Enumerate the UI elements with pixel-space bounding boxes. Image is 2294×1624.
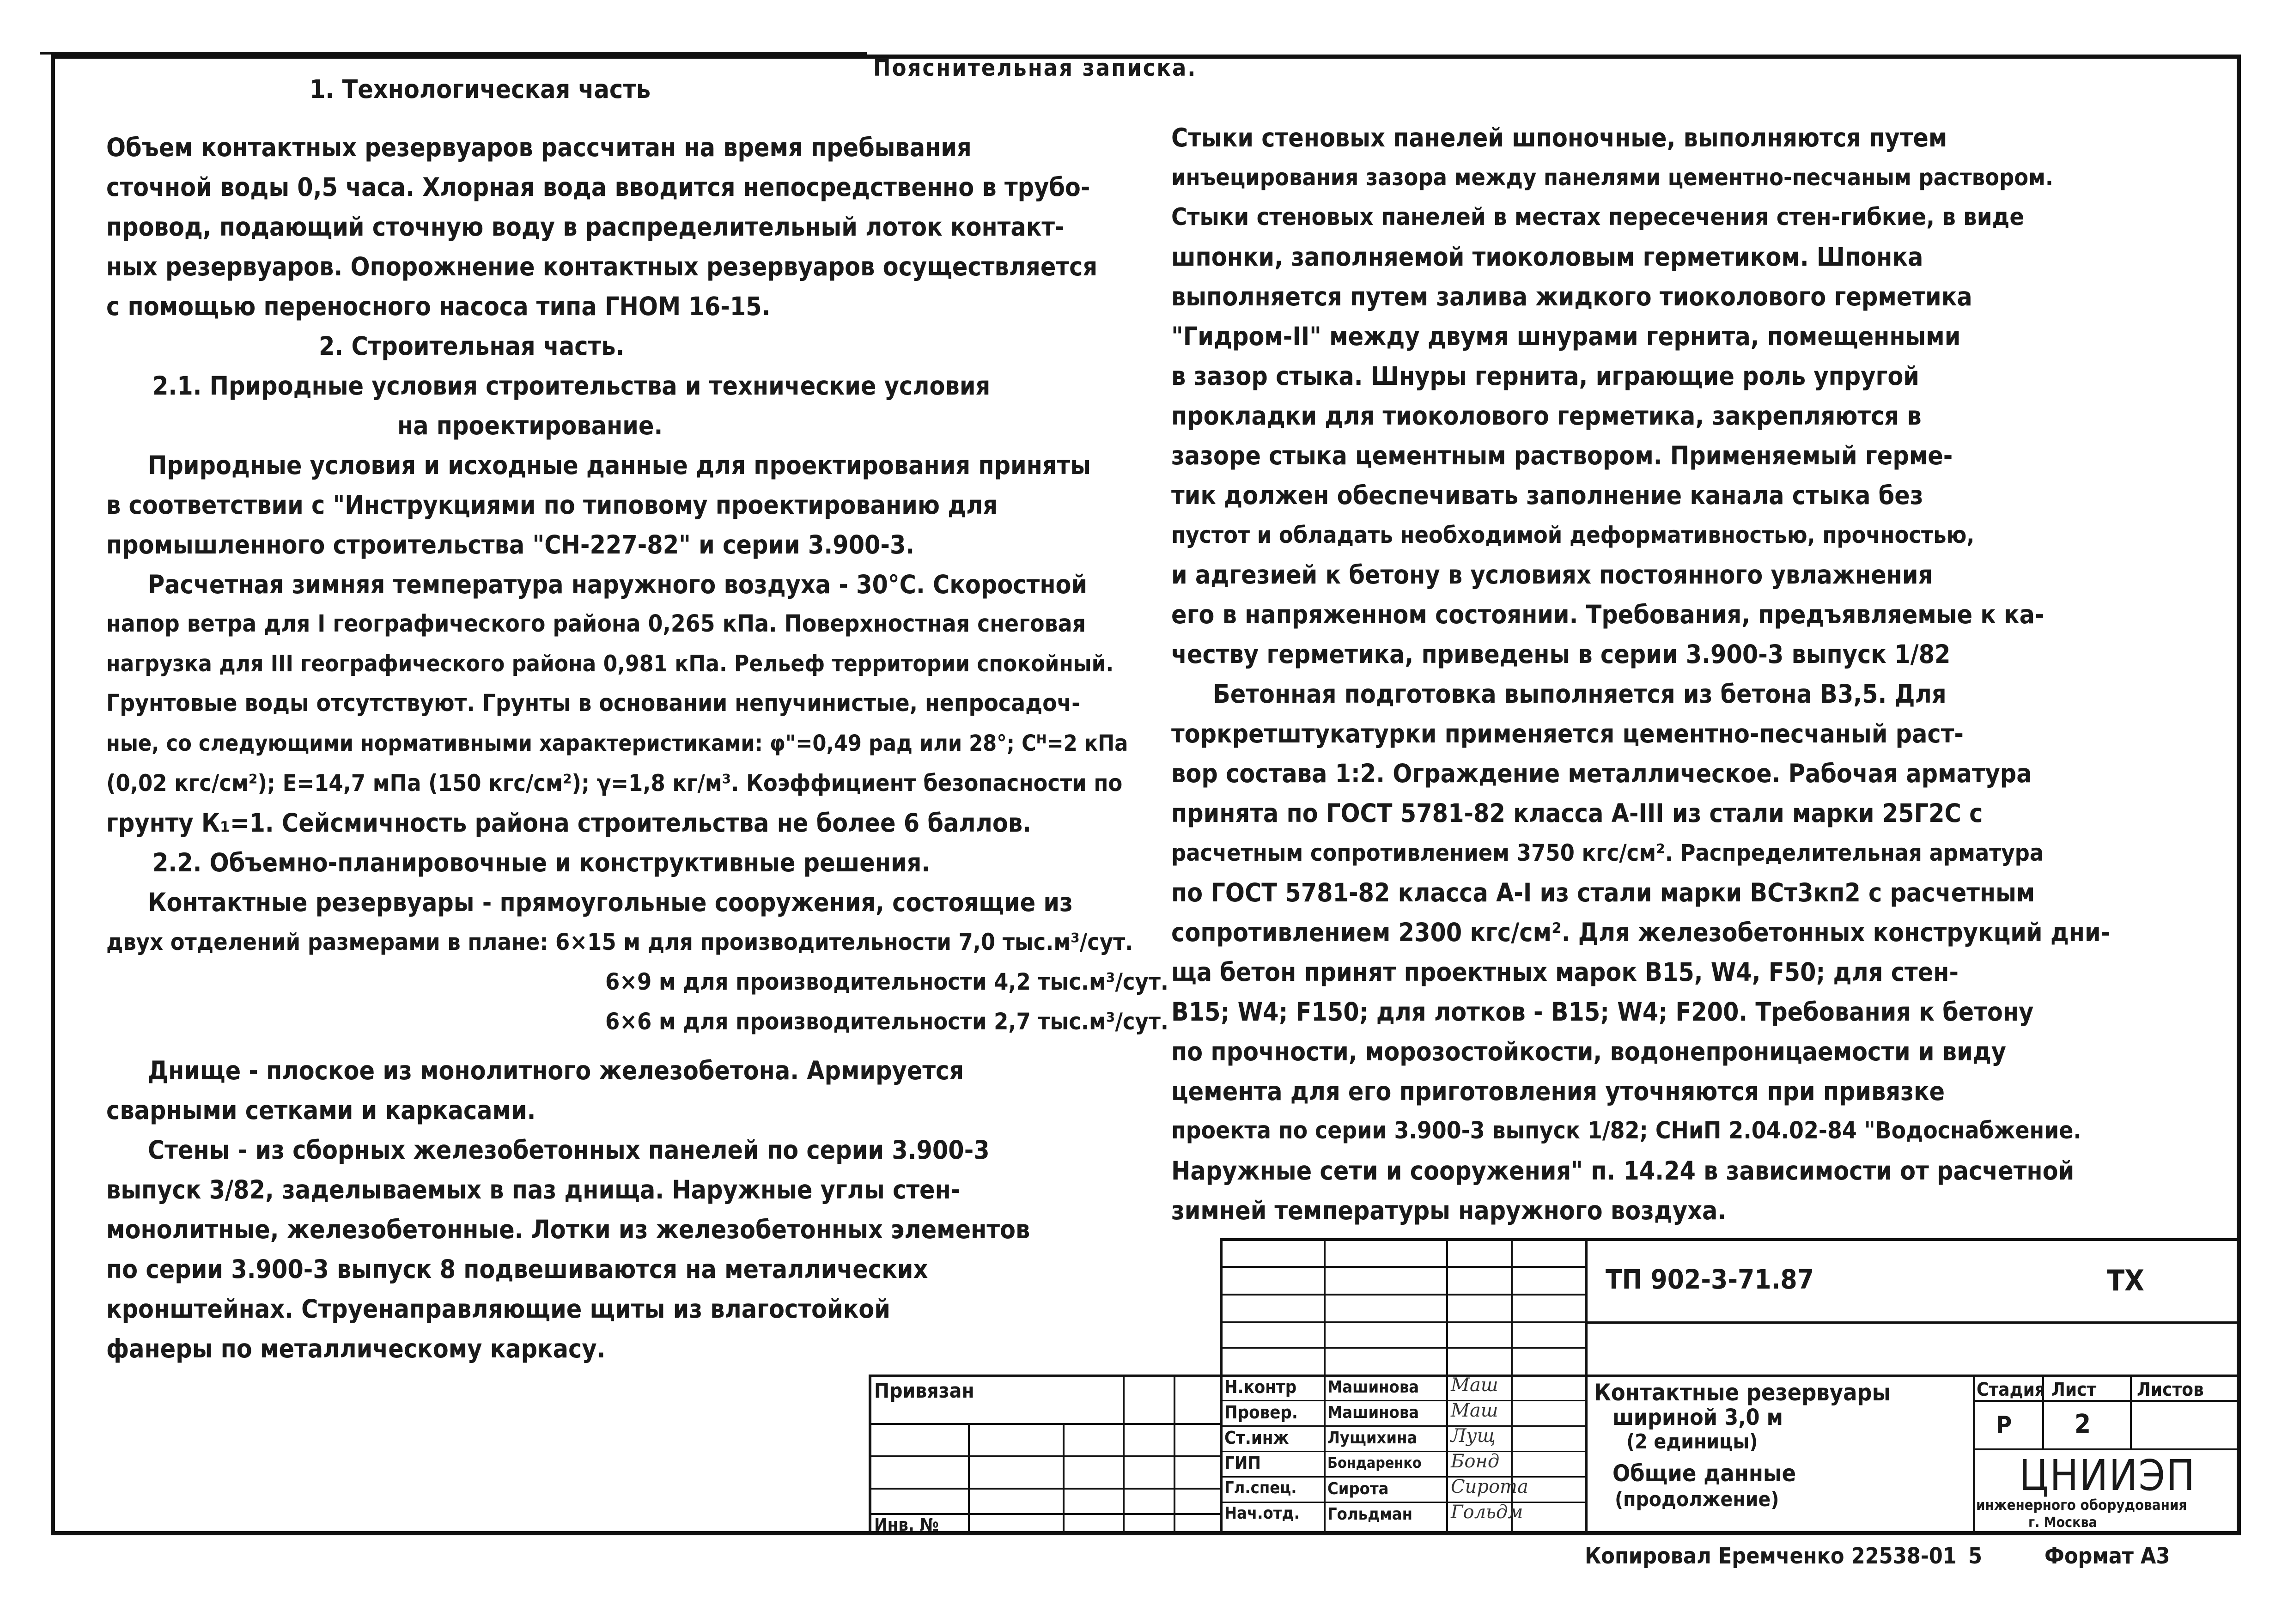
paragraph-line: Расчетная зимняя температура наружного воздуха - 30°С. Скоростной — [148, 570, 1088, 599]
project-code: ТП 902-3-71.87 — [1606, 1264, 1814, 1295]
copied-by: Копировал Еремченко 22538-01 — [1585, 1543, 1957, 1569]
subsection-heading-natural-conditions: 2.1. Природные условия строительства и технические условия — [152, 371, 991, 401]
paragraph-line: провод, подающий сточную воду в распределительный лоток контакт- — [106, 212, 1065, 242]
organization-name: ЦНИИЭП — [2019, 1451, 2196, 1500]
person-name: Лущихина — [1327, 1429, 1418, 1448]
paragraph-line: Днище - плоское из монолитного железобетона. Армируется — [148, 1056, 964, 1085]
paragraph-line: выполняется путем залива жидкого тиоколового герметика — [1171, 282, 1972, 311]
paragraph-line: и адгезией к бетону в условиях постоянного увлажнения — [1171, 560, 1933, 590]
signature: Маш — [1451, 1375, 1498, 1396]
stamp-line — [1585, 1238, 1588, 1534]
role-label: Гл.спец. — [1224, 1478, 1297, 1497]
paragraph-line: нагрузка для III географического района 0,981 кПа. Рельеф территории спокойный. — [106, 651, 1114, 677]
signature: Гольдм — [1451, 1502, 1523, 1523]
organization-subtitle: инженерного оборудования — [1976, 1497, 2187, 1514]
stamp-line — [1220, 1238, 2241, 1241]
stamp-line — [968, 1423, 970, 1534]
stage-value: Р — [1996, 1411, 2012, 1439]
organization-city: г. Москва — [2028, 1515, 2097, 1531]
paragraph-line: "Гидром-II" между двумя шнурами гернита, помещенными — [1171, 322, 1961, 351]
subsection-heading-continued: на проектирование. — [397, 411, 663, 440]
paragraph-line: напор ветра для I географического района 0,265 кПа. Поверхностная снеговая — [106, 610, 1086, 638]
paragraph-line: прокладки для тиоколового герметика, закрепляются в — [1171, 401, 1922, 431]
stamp-line — [1123, 1375, 1125, 1534]
section-code: ТХ — [2107, 1264, 2145, 1297]
paragraph-line: фанеры по металлическому каркасу. — [106, 1334, 606, 1363]
paragraph-line: ща бетон принят проектных марок В15, W4, F50; для стен- — [1171, 957, 1959, 987]
stamp-line — [1973, 1448, 2241, 1450]
sheet-title: Общие данные — [1612, 1460, 1796, 1487]
right-text-column — [1171, 118, 2110, 1230]
stamp-line — [869, 1375, 871, 1534]
stamp-line — [869, 1455, 1220, 1457]
paragraph-line: в соответствии с "Инструкциями по типовому проектированию для — [106, 490, 998, 520]
paragraph-line: Стыки стеновых панелей шпоночные, выполняются путем — [1171, 123, 1947, 152]
paragraph-line: зимней температуры наружного воздуха. — [1171, 1196, 1727, 1225]
paragraph-line: ные, со следующими нормативными характеристиками: φ"=0,49 рад или 28°; Сᴴ=2 кПа — [106, 730, 1128, 756]
section-heading-technology: 1. Технологическая часть — [310, 74, 651, 104]
paragraph-line: Бетонная подготовка выполняется из бетона В3,5. Для — [1213, 679, 1947, 709]
role-label: Нач.отд. — [1224, 1504, 1300, 1523]
stamp-line — [2130, 1375, 2132, 1448]
paragraph-line: сточной воды 0,5 часа. Хлорная вода вводится непосредственно в трубо- — [106, 172, 1090, 202]
paragraph-line: расчетным сопротивлением 3750 кгс/см². Распределительная арматура — [1171, 839, 2044, 866]
role-label: ГИП — [1224, 1453, 1261, 1473]
paragraph-line: зазоре стыка цементным раствором. Применяемый герме- — [1171, 441, 1953, 470]
paragraph-line: тик должен обеспечивать заполнение канала стыка без — [1171, 481, 1923, 510]
stamp-line — [1585, 1321, 2241, 1324]
paragraph-line: (0,02 кгс/см²); Е=14,7 мПа (150 кгс/см²); γ=1,8 кг/м³. Коэффициент безопасности по — [106, 770, 1123, 797]
stamp-line — [1220, 1476, 1585, 1478]
paragraph-line: цемента для его приготовления уточняются при привязке — [1171, 1077, 1945, 1106]
paragraph-line: двух отделений размерами в плане: 6×15 м для производительности 7,0 тыс.м³/сут. — [106, 929, 1133, 955]
paragraph-line: В15; W4; F150; для лотков - В15; W4; F200. Требования к бетону — [1171, 997, 2034, 1027]
paper-format: Формат А3 — [2045, 1543, 2170, 1569]
stamp-line — [1220, 1266, 1585, 1268]
person-name: Машинова — [1327, 1403, 1419, 1422]
stamp-line — [1063, 1423, 1065, 1534]
stamp-line — [1220, 1347, 1585, 1349]
stamp-line — [1220, 1294, 1585, 1296]
stamp-line — [1174, 1375, 1175, 1534]
paragraph-line: торкретштукатурки применяется цементно-песчаный раст- — [1171, 719, 1964, 748]
paragraph-line: пустот и обладать необходимой деформативностью, прочностью, — [1171, 522, 1975, 548]
role-label: Ст.инж — [1224, 1428, 1289, 1448]
paragraph-line: его в напряженном состоянии. Требования, предъявляемые к ка- — [1171, 600, 2045, 629]
paragraph-line: проекта по серии 3.900-3 выпуск 1/82; СНиП 2.04.02-84 "Водоснабжение. — [1171, 1117, 2081, 1144]
paragraph-line: Стыки стеновых панелей в местах пересечения стен-гибкие, в виде — [1171, 203, 2025, 231]
paragraph-line: сопротивлением 2300 кгс/см². Для железобетонных конструкций дни- — [1171, 918, 2111, 947]
paragraph-line: Объем контактных резервуаров рассчитан на время пребывания — [106, 133, 972, 162]
stamp-line — [869, 1375, 2241, 1377]
paragraph-line: шпонки, заполняемой тиоколовым герметиком. Шпонка — [1171, 242, 1923, 272]
paragraph-line: Контактные резервуары - прямоугольные сооружения, состоящие из — [148, 888, 1073, 917]
paragraph-line: 6×9 м для производительности 4,2 тыс.м³/сут. — [605, 968, 1169, 995]
signature: Лущ — [1451, 1425, 1496, 1447]
object-title: Контактные резервуары — [1594, 1379, 1891, 1406]
document-title: Пояснительная записка. — [873, 55, 1197, 81]
paragraph-line: сварными сетками и каркасами. — [106, 1095, 536, 1125]
paragraph-line: грунту К₁=1. Сейсмичность района строительства не более 6 баллов. — [106, 808, 1031, 838]
stamp-line — [1324, 1238, 1326, 1534]
stamp-line — [1446, 1238, 1448, 1534]
sheet-value: 2 — [2075, 1409, 2091, 1439]
paragraph-line: 6×6 м для производительности 2,7 тыс.м³/сут. — [605, 1008, 1169, 1035]
signature: Сирота — [1451, 1476, 1528, 1497]
paragraph-line: монолитные, железобетонные. Лотки из железобетонных элементов — [106, 1215, 1030, 1244]
paragraph-line: кронштейнах. Струенаправляющие щиты из влагостойкой — [106, 1294, 890, 1324]
privyazan-label: Привязан — [874, 1379, 974, 1403]
paragraph-line: с помощью переносного насоса типа ГНОМ 16-15. — [106, 292, 771, 321]
sheets-header: Листов — [2137, 1379, 2204, 1400]
paragraph-line: по серии 3.900-3 выпуск 8 подвешиваются на металлических — [106, 1254, 928, 1284]
stamp-line — [1220, 1425, 1585, 1427]
stamp-line — [1220, 1400, 1585, 1401]
paragraph-line: Природные условия и исходные данные для проектирования приняты — [148, 450, 1091, 480]
paragraph-line: Грунтовые воды отсутствуют. Грунты в основании непучинистые, непросадоч- — [106, 690, 1081, 717]
person-name: Бондаренко — [1327, 1454, 1422, 1472]
signature: Маш — [1451, 1400, 1498, 1421]
object-title: шириной 3,0 м — [1612, 1405, 1783, 1430]
page-number: 5 — [1968, 1543, 1983, 1569]
paragraph-line: Стены - из сборных железобетонных панелей по серии 3.900-3 — [148, 1135, 990, 1165]
signature: Бонд — [1451, 1451, 1500, 1472]
paragraph-line: по прочности, морозостойкости, водонепроницаемости и виду — [1171, 1037, 2006, 1066]
subsection-heading-planning: 2.2. Объемно-планировочные и конструктивные решения. — [152, 848, 931, 877]
role-label: Н.контр — [1224, 1377, 1297, 1397]
stamp-line — [1220, 1451, 1585, 1452]
left-text-column — [106, 69, 1168, 1369]
stamp-line — [1220, 1238, 1223, 1534]
paragraph-line: в зазор стыка. Шнуры гернита, играющие роль упругой — [1171, 361, 1919, 391]
object-title: (2 единицы) — [1626, 1430, 1758, 1454]
paragraph-line: вор состава 1:2. Ограждение металлическое. Рабочая арматура — [1171, 759, 2032, 788]
paragraph-line: выпуск 3/82, заделываемых в паз днища. Наружные углы стен- — [106, 1175, 961, 1204]
paragraph-line: ных резервуаров. Опорожнение контактных резервуаров осуществляется — [106, 252, 1098, 281]
stamp-line — [1973, 1375, 1975, 1534]
role-label: Провер. — [1224, 1402, 1298, 1423]
sheet-title: (продолжение) — [1615, 1488, 1779, 1511]
paragraph-line: по ГОСТ 5781-82 класса А-I из стали марки ВСт3кп2 с расчетным — [1171, 878, 2035, 907]
person-name: Машинова — [1327, 1378, 1419, 1397]
stamp-line — [869, 1423, 1220, 1425]
stamp-line — [1220, 1321, 1585, 1323]
person-name: Гольдман — [1327, 1505, 1412, 1524]
section-heading-construction: 2. Строительная часть. — [319, 331, 625, 361]
stamp-line — [869, 1488, 1220, 1490]
sheet-header: Лист — [2051, 1379, 2097, 1400]
paragraph-line: Наружные сети и сооружения" п. 14.24 в зависимости от расчетной — [1171, 1156, 2075, 1186]
paragraph-line: промышленного строительства "СН-227-82" и серии 3.900-3. — [106, 530, 915, 560]
paragraph-line: принята по ГОСТ 5781-82 класса А-III из стали марки 25Г2С с — [1171, 798, 1983, 828]
stage-header: Стадия — [1977, 1379, 2045, 1400]
inventory-number-label: Инв. № — [874, 1515, 939, 1535]
paragraph-line: инъецирования зазора между панелями цементно-песчаным раствором. — [1171, 164, 2054, 191]
person-name: Сирота — [1327, 1479, 1389, 1498]
stamp-line — [1220, 1502, 1585, 1503]
paragraph-line: честву герметика, приведены в серии 3.900-3 выпуск 1/82 — [1171, 639, 1951, 669]
